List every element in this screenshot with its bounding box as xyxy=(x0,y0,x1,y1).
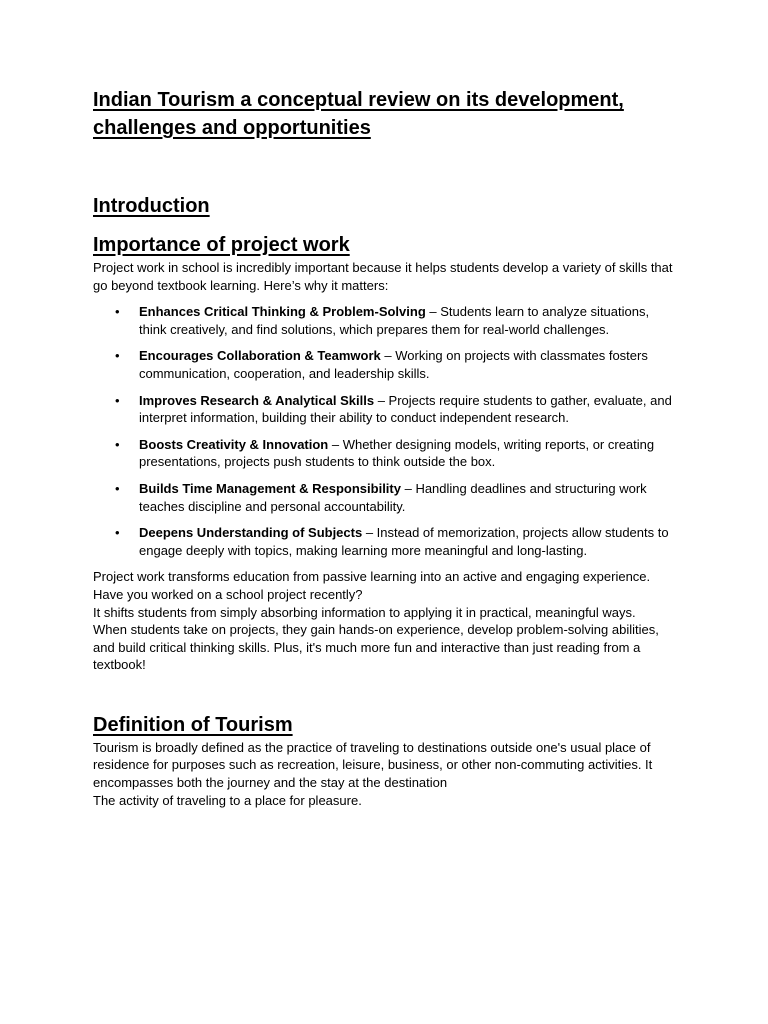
definition-paragraph: Tourism is broadly defined as the practice of traveling to destinations outside one's usual place of residence for purposes such as recreation, leisure, business, or other non-commuting activities. It encompasses both the journey and the stay at the destination xyxy=(93,739,653,791)
list-item xyxy=(93,347,673,382)
bullet-icon: • xyxy=(115,392,120,408)
list-item xyxy=(93,392,673,427)
bullet-icon: • xyxy=(115,436,120,452)
shift-paragraph: It shifts students from simply absorbing information to applying it in practical, meaningful ways. When students take on projects, they gain hands-on experience, develop problem-solving abilities, and build critical thinking skills. Plus, it's much more fun and interactive than just reading from a textbook! xyxy=(93,604,659,673)
list-item xyxy=(93,303,673,338)
bullet-text: – Working on projects with classmates fosters communication, cooperation, and leadership skills. xyxy=(139,348,648,381)
bullet-text: – Projects require students to gather, evaluate, and interpret information, building their ability to conduct independent research. xyxy=(139,392,672,426)
bullet-term: Deepens Understanding of Subjects xyxy=(139,525,363,541)
bullet-icon: • xyxy=(115,304,120,320)
bullet-icon: • xyxy=(115,348,120,364)
bullet-term: Encourages Collaboration & Teamwork xyxy=(139,348,381,364)
bullet-term: Enhances Critical Thinking & Problem-Solving xyxy=(139,304,426,320)
activity-paragraph: The activity of traveling to a place for pleasure. xyxy=(93,792,362,808)
bullet-text: – Students learn to analyze situations, think creatively, and find solutions, which prepares them for real-world challenges. xyxy=(139,304,650,337)
bullet-icon: • xyxy=(115,525,120,541)
bullet-icon: • xyxy=(115,480,120,496)
list-item xyxy=(93,436,673,471)
definition-heading: Definition of Tourism xyxy=(93,713,293,736)
bullet-text: – Whether designing models, writing reports, or creating presentations, projects push students to think outside the box. xyxy=(139,436,655,470)
document-title: Indian Tourism a conceptual review on its development, challenges and opportunities xyxy=(93,89,624,139)
transform-paragraph: Project work transforms education from passive learning into an active and engaging experience. Have you worked on a school project recently? xyxy=(93,569,651,602)
importance-heading: Importance of project work xyxy=(93,234,350,256)
importance-intro-paragraph: Project work in school is incredibly important because it helps students develop a variety of skills that go beyond textbook learning. Here’s why it matters: xyxy=(93,260,673,293)
bullet-text: – Handling deadlines and structuring work teaches discipline and personal accountability. xyxy=(139,480,647,514)
introduction-heading: Introduction xyxy=(93,195,210,217)
list-item xyxy=(93,524,673,559)
skills-bullet-list xyxy=(93,303,673,559)
bullet-text: – Instead of memorization, projects allow students to engage deeply with topics, making learning more meaningful and long-lasting. xyxy=(139,525,669,558)
list-item xyxy=(93,480,673,515)
bullet-term: Builds Time Management & Responsibility xyxy=(139,480,401,496)
document-body xyxy=(93,86,673,809)
bullet-term: Boosts Creativity & Innovation xyxy=(139,436,329,452)
bullet-term: Improves Research & Analytical Skills xyxy=(139,392,375,408)
